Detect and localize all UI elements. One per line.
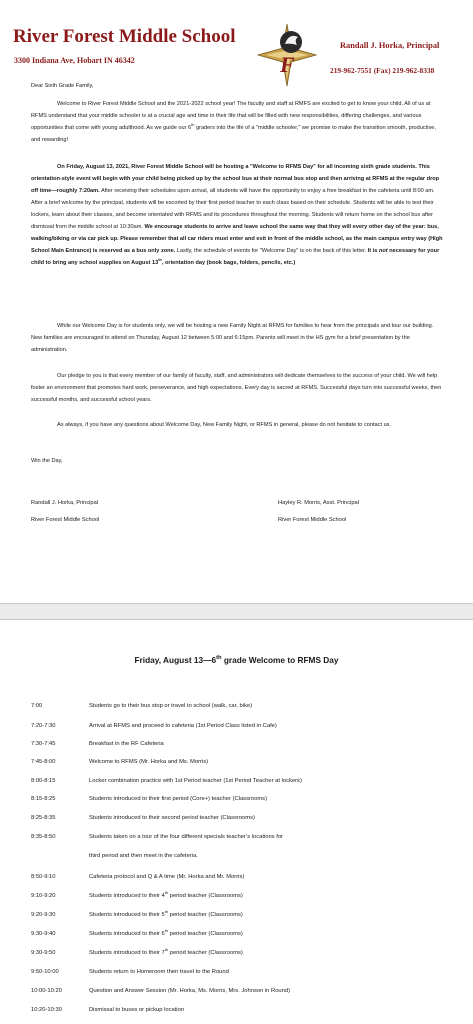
salutation-text: Dear Sixth Grade Family,: [31, 83, 94, 89]
schedule-description: [89, 700, 252, 712]
paragraph-contact: [31, 419, 445, 431]
schedule-row: [31, 928, 451, 940]
school-name: River Forest Middle School: [13, 26, 236, 47]
schedule-time: 9:30-9:40: [31, 931, 56, 937]
schedule-row: [31, 700, 451, 712]
schedule-title-b: grade Welcome to RFMS Day: [221, 655, 339, 665]
schedule-page: [0, 620, 473, 1024]
p2-bold-c: It is: [367, 248, 379, 254]
schedule-time: 8:25-8:35: [31, 815, 56, 821]
schedule-description-text: Students taken on a tour of the four different specials teacher’s locations for: [89, 834, 283, 840]
schedule-description-text: Locker combination practice with 1st Period teacher (1st Period Teacher at lockers): [89, 778, 302, 784]
schedule-time: 7:45-8:00: [31, 759, 56, 765]
schedule-row: [31, 909, 451, 921]
schedule-time: 9:20-9:30: [31, 912, 56, 918]
signature-left: [31, 495, 99, 529]
schedule-description-text: Students introduced to their 5: [89, 912, 165, 918]
schedule-description-text: Students return to Homeroom then travel to the Round: [89, 969, 229, 975]
schedule-description-sup: th: [164, 909, 169, 915]
schedule-description: [89, 720, 277, 732]
schedule-description-text: Students introduced to their 4: [89, 893, 165, 899]
schedule-description: [89, 812, 255, 824]
schedule-time: 10:00-10:20: [31, 988, 62, 994]
schedule-description: [89, 1004, 184, 1016]
svg-text:F: F: [280, 52, 295, 77]
schedule-time: 9:30-9:50: [31, 950, 56, 956]
p2-sup: th: [158, 257, 162, 263]
schedule-title-a: Friday, August 13—6: [134, 655, 217, 665]
schedule-description: [89, 793, 267, 805]
schedule-time: 9:10-9:20: [31, 893, 56, 899]
phone-fax: 219-962-7551 (Fax) 219-962-8338: [330, 66, 435, 75]
schedule-description-text: third period and then meet in the cafeteria.: [89, 853, 198, 859]
schedule-time: 8:00-8:15: [31, 778, 56, 784]
schedule-description: [89, 928, 243, 940]
schedule-description-text: Cafeteria protocol and Q & A time (Mr. Horka and Mr. Morris): [89, 874, 245, 880]
p4-text: Our pledge to you is that every member of our family of faculty, staff, and administrators will dedicate themselves to the success of your child. We will help foster an environment that promotes hard work, perseverance, and high expectations. Every day is sacred at RFMS. Successful days turn into successful weeks, then successful months, and successful school years.: [31, 373, 442, 403]
schedule-description-text: Breakfast in the RF Cafeteria: [89, 741, 164, 747]
schedule-title-sup: th: [216, 655, 222, 662]
rfms-star-logo-icon: [256, 22, 318, 88]
schedule-description: [89, 738, 164, 750]
sig-left-school: River Forest Middle School: [31, 517, 100, 523]
school-address: 3300 Indiana Ave, Hobart IN 46342: [14, 56, 135, 65]
schedule-description-text: Students go to their bus stop or travel to school (walk, car, bike): [89, 703, 253, 709]
schedule-row: [31, 871, 451, 883]
schedule-description-text: Question and Answer Session (Mr. Horka, Ms. Morris, Mrs. Johnson in Round): [89, 988, 291, 994]
schedule-description: [89, 909, 243, 921]
schedule-time: 7:30-7:45: [31, 741, 56, 747]
schedule-time: 8:15-8:25: [31, 796, 56, 802]
closing-text: Win the Day,: [31, 458, 63, 464]
schedule-description: [89, 871, 244, 883]
schedule-time: 7:00: [31, 703, 43, 709]
schedule-description: [89, 985, 290, 997]
schedule-description: [89, 947, 243, 959]
schedule-description: [89, 831, 283, 843]
schedule-description-sup: th: [164, 890, 169, 896]
salutation: [31, 80, 445, 92]
schedule-time: 9:50-10:00: [31, 969, 59, 975]
schedule-description-text: Welcome to RFMS (Mr. Horka and Ms. Morris): [89, 759, 209, 765]
schedule-description-tail: period teacher (Classrooms): [168, 950, 243, 956]
schedule-description: [89, 890, 243, 902]
signature-right: [278, 495, 359, 529]
schedule-time: 8:50-9:10: [31, 874, 56, 880]
schedule-description-sup: th: [164, 947, 169, 953]
schedule-row: [31, 850, 451, 862]
p2-bold-a: On Friday, August 13, 2021, River Forest Middle School will be hosting a "Welcome to RFMS Day" for all incoming sixth grade students. This orientation-style event will begin with your child being picked up by the school bus at their normal bus stop and then arriving at RFMS at the regular drop off time—roughly 7:20am.: [31, 164, 440, 194]
schedule-row: [31, 890, 451, 902]
p2-bold-b: We encourage students to arrive and leave school the same way that they will every other day of the year: bus, walking/biking or via car pick up. Please remember that all car riders must enter and exit in front of the middle school, as the main campus entry way (High School Main Entrance) is reserved as a bus only zone.: [31, 224, 443, 254]
paragraph-pledge: [31, 370, 445, 406]
schedule-row: [31, 775, 451, 787]
page-separator: [0, 603, 473, 620]
p5-text: As always, if you have any questions about Welcome Day, New Family Night, or RFMS in general, please do not hesitate to contact us.: [57, 422, 392, 428]
schedule-description-tail: period teacher (Classrooms): [168, 912, 243, 918]
schedule-row: [31, 793, 451, 805]
schedule-description-text: Arrival at RFMS and proceed to cafeteria (1st Period Class listed in Cafe): [89, 723, 277, 729]
schedule-row: [31, 831, 451, 843]
p2-bold-e: , orientation day (book bags, folders, pencils, etc.): [161, 260, 296, 266]
principal-name: Randall J. Horka, Principal: [340, 41, 440, 50]
schedule-description-sup: th: [164, 928, 169, 934]
p3-text: While our Welcome Day is for students only, we will be hosting a new Family Night at RFMS for families to hear from the principals and tour our building. New families are encouraged to attend on Thursday, August 12 between 5:00 and 6:15pm. Parents will meet in the HS gym for a brief presentation by the administration.: [31, 323, 434, 353]
schedule-description-tail: period teacher (Classrooms): [168, 893, 243, 899]
p2-bold-d: necessary for your child to bring any school supplies on August 13: [31, 248, 440, 266]
p2-normal-a: After receiving their schedules upon arrival, all students will have the opportunity to enjoy a free breakfast in the cafeteria until 8:00 am. After a brief welcome by the principal, students will be escorted by their first period teacher to each class based on their schedule. Students will be able to test their lockers, learn about their classes, and become orientated with RFMS and its procedures throughout the morning. Students will return home on the school bus after dismissal from the middle school at 10:30am.: [31, 188, 435, 230]
p2-normal-b: Lastly, the schedule of events for "Welcome Day" is on the back of this letter.: [175, 248, 368, 254]
schedule-row: [31, 720, 451, 732]
closing: [31, 455, 445, 467]
schedule-row: [31, 985, 451, 997]
paragraph-welcome: [31, 98, 445, 146]
schedule-description-text: Students introduced to their second period teacher (Classrooms): [89, 815, 255, 821]
schedule-description-text: Students introduced to their 7: [89, 950, 165, 956]
schedule-row: [31, 947, 451, 959]
paragraph-family-night: [31, 320, 445, 356]
schedule-description: [89, 966, 229, 978]
sig-left-name: Randall J. Horka, Principal: [31, 500, 99, 506]
schedule-time: 7:20-7:30: [31, 723, 56, 729]
paragraph-welcome-day: [31, 161, 445, 269]
schedule-description-text: Students introduced to their 6: [89, 931, 165, 937]
schedule-description: [89, 850, 198, 862]
schedule-row: [31, 756, 451, 768]
p1-text: Welcome to River Forest Middle School and the 2021-2022 school year! The faculty and staff at RMFS are excited to get to know your child. All of us at RFMS understand that your middle schooler is at a crucial age and time in their life that will be filled with new responsibilities, differing challenges, and various opportunities that come with young adulthood. As we guide our 6: [31, 101, 431, 131]
sig-right-name: Hayley R. Morris, Asst. Principal: [278, 500, 359, 506]
schedule-title: [0, 655, 473, 665]
schedule-row: [31, 812, 451, 824]
schedule-time: 10:20-10:30: [31, 1007, 62, 1013]
p1-sup: th: [191, 122, 195, 128]
p1-end: graders into the life of a "middle schooler," we promise to make the transition smooth, productive, and rewarding!: [31, 125, 436, 143]
schedule-description: [89, 756, 208, 768]
p2-bold-italic: not: [378, 248, 388, 254]
schedule-row: [31, 738, 451, 750]
schedule-row: [31, 1004, 451, 1016]
schedule-description-text: Students introduced to their first period (Core+) teacher (Classrooms): [89, 796, 268, 802]
schedule-time: 8:35-8:50: [31, 834, 56, 840]
schedule-row: [31, 966, 451, 978]
schedule-description: [89, 775, 302, 787]
schedule-description-text: Dismissal to buses or pickup location: [89, 1007, 185, 1013]
sig-right-school: River Forest Middle School: [278, 517, 347, 523]
schedule-description-tail: period teacher (Classrooms): [168, 931, 243, 937]
